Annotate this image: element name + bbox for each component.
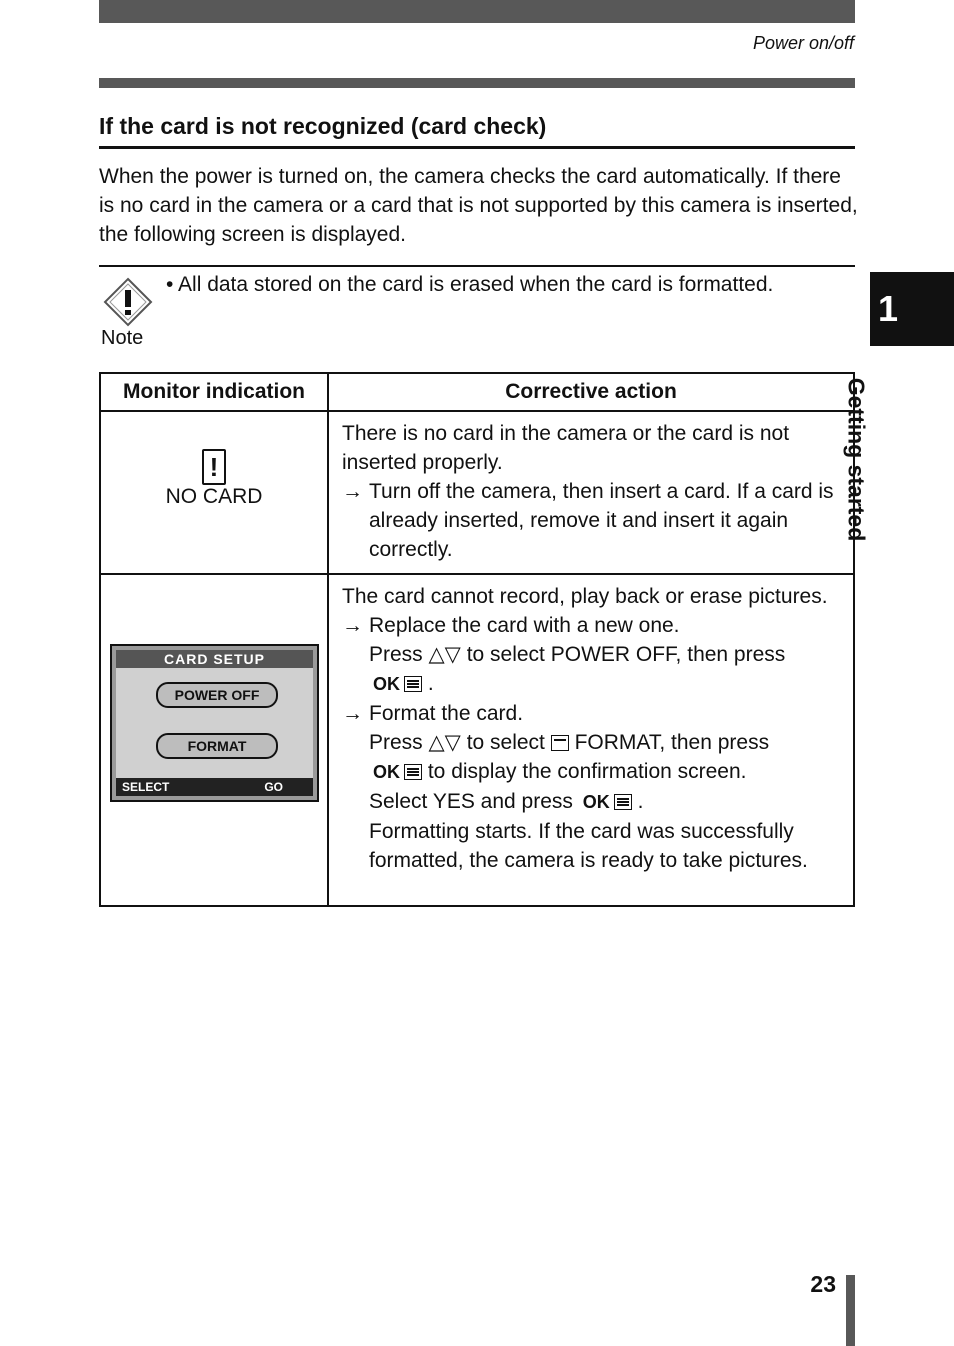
screen-title: CARD SETUP: [116, 650, 313, 668]
arrow-icon: →: [342, 480, 363, 503]
warning-diamond-icon: [102, 276, 154, 328]
chapter-number: 1: [878, 288, 899, 329]
card-setup-screen: [110, 644, 319, 802]
table-row: [100, 411, 854, 574]
title-rule: [99, 146, 855, 149]
format-text: FORMAT, then press: [574, 731, 770, 754]
menu-icon: [614, 794, 632, 810]
ok-button-label: OK: [373, 674, 400, 694]
up-down-arrows-icon: △▽: [428, 731, 461, 754]
menu-icon: [404, 676, 422, 692]
select-yes-text: Select YES and press: [369, 790, 573, 813]
arrow-icon: →: [342, 702, 363, 725]
arrow-icon: →: [342, 614, 363, 637]
select-power-off-text: to select POWER OFF, then press: [466, 643, 786, 666]
formatting-starts-text: Formatting starts. If the card was successfully formatted, the camera is ready to take pictures.: [369, 820, 808, 872]
table-row: The card cannot record, play back or erase pictures. → Replace the card with a new one. Press △▽ to select POWER OFF, then press OK . → Format the card. Press △▽ to select FORMAT, then press OK to display the confirmation screen. Select YES and press OK . Formatting starts. If the card was successfully formatted, the camera is ready to take pictures.: [100, 574, 854, 906]
confirm-text: to display the confirmation screen.: [427, 760, 747, 783]
running-header: Power on/off: [752, 33, 854, 53]
section-title: If the card is not recognized (card check): [99, 113, 547, 139]
menu-icon: [404, 764, 422, 780]
no-card-description: There is no card in the camera or the card is not inserted properly.: [342, 422, 790, 474]
footer-select: SELECT: [122, 780, 170, 794]
note-label: Note: [101, 327, 144, 349]
press-text: Press: [369, 731, 423, 754]
page-number: 23: [810, 1271, 836, 1297]
intro-paragraph: When the power is turned on, the camera checks the card automatically. If there is no card in the camera or a card that is not supported by this camera is inserted, the following screen is displayed.: [99, 165, 858, 246]
format-icon: [551, 735, 569, 751]
power-off-option: POWER OFF: [156, 682, 278, 708]
select-text: to select: [466, 731, 545, 754]
no-card-warning-icon: !: [202, 449, 226, 485]
press-text: Press: [369, 643, 423, 666]
page-bar: [846, 1275, 855, 1346]
chapter-label: Getting started: [843, 377, 870, 542]
card-check-table: [99, 372, 855, 907]
screen-footer: [116, 778, 313, 796]
unusable-card-description: The card cannot record, play back or erase pictures.: [342, 585, 828, 608]
ok-button-label: OK: [373, 762, 400, 782]
footer-go: GO: [264, 780, 283, 794]
note-text: • All data stored on the card is erased when the card is formatted.: [166, 273, 774, 296]
up-down-arrows-icon: △▽: [428, 643, 461, 666]
no-card-action: Turn off the camera, then insert a card. If a card is already inserted, remove it and insert it again correctly.: [369, 480, 834, 561]
ok-button-label: OK: [582, 792, 610, 812]
header-corrective-action: Corrective action: [328, 373, 854, 411]
header-bar: [99, 0, 855, 23]
note-rule: [99, 265, 855, 267]
format-card-action: Format the card.: [369, 702, 524, 725]
format-option: FORMAT: [156, 733, 278, 759]
header-subbar: [99, 78, 855, 88]
header-monitor-indication: Monitor indication: [100, 373, 328, 411]
replace-card-action: Replace the card with a new one.: [369, 614, 680, 637]
no-card-indication: NO CARD: [165, 485, 263, 508]
